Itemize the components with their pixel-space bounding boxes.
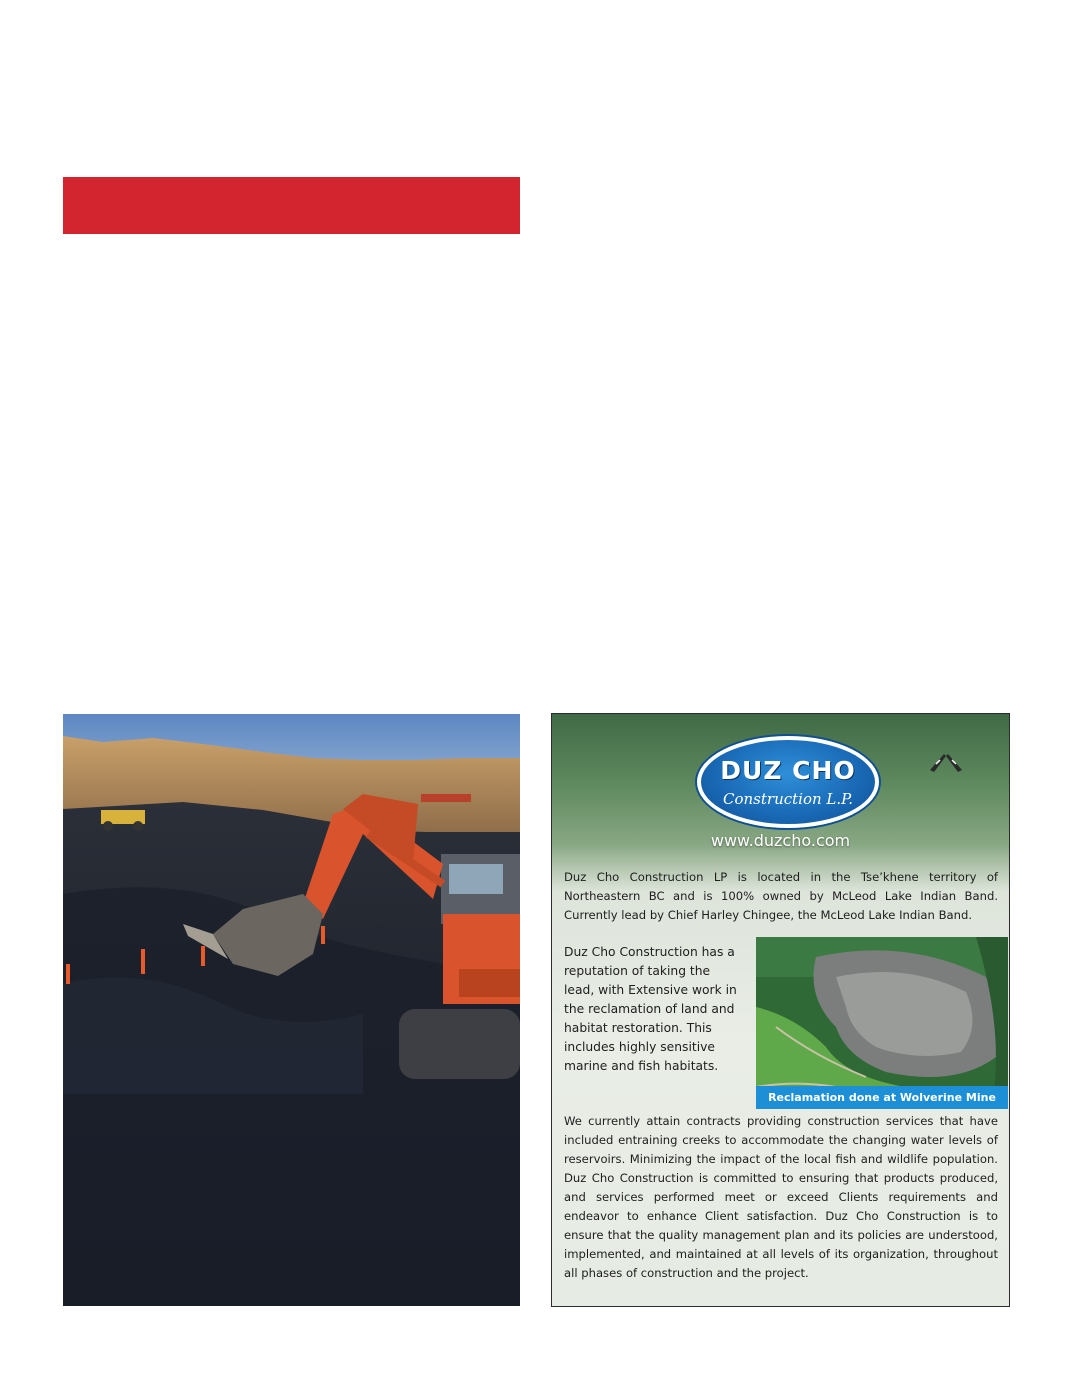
excavator-photo [63,714,520,1306]
logo-title: DUZ CHO [720,756,856,785]
red-header-bar [63,177,520,234]
intro-paragraph: Duz Cho Construction LP is located in the Tse’khene territory of Northeastern BC and is 100% owned by McLeod Lake Indian Band. Currently lead by Chief Harley Chingee, the McLeod Lake Indian Band. [564,870,998,922]
duz-cho-advertisement [551,713,1010,1307]
company-logo [697,736,879,828]
reputation-paragraph: Duz Cho Construction has a reputation of taking the lead, with Extensive work in the reclamation of land and habitat restoration. This includes highly sensitive marine and fish habitats. [564,945,737,1073]
reclamation-photo [756,937,1008,1109]
feathers-icon [926,750,966,774]
services-paragraph: We currently attain contracts providing construction services that have included entraining creeks to accommodate the changing water levels of reservoirs. Minimizing the impact of the local fish and wildlife population. Duz Cho Construction is committed to ensuring that products produced, and services performed meet or exceed Clients requirements and endeavor to enhance Client satisfaction. Duz Cho Construction is to ensure that the quality management plan and its policies are understood, implemented, and maintained at all levels of its organization, throughout all phases of construction and the project. [564,1114,998,1280]
website-url[interactable]: www.duzcho.com [710,831,851,850]
logo-subtitle: Construction L.P. [723,790,853,808]
photo-caption: Reclamation done at Wolverine Mine [756,1086,1008,1109]
